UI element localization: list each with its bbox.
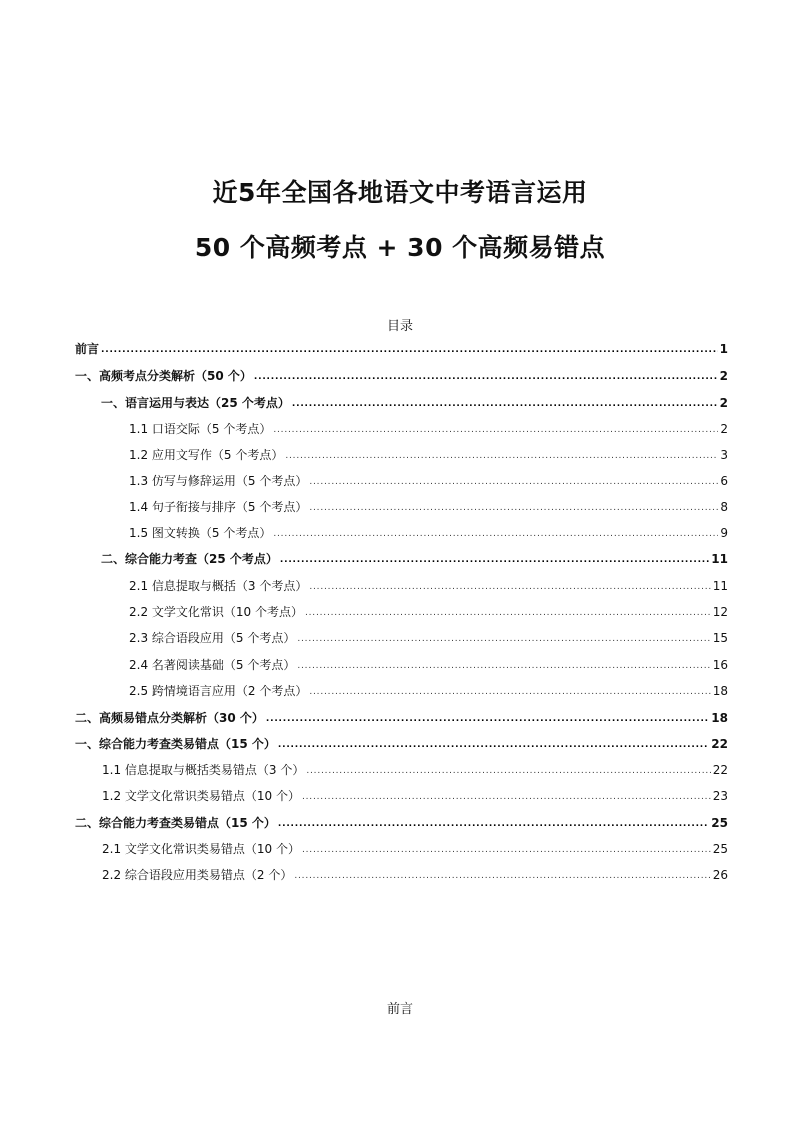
toc-dot-leader bbox=[280, 554, 709, 566]
toc-entry-label: 一、综合能力考查类易错点（15 个） bbox=[75, 737, 276, 751]
toc-entry-label: 一、高频考点分类解析（50 个） bbox=[75, 369, 252, 383]
toc-page-number: 16 bbox=[712, 658, 728, 672]
toc-entry-label: 前言 bbox=[75, 342, 100, 356]
toc-entry[interactable] bbox=[75, 494, 728, 514]
toc-page-number: 9 bbox=[720, 526, 728, 540]
toc-dot-leader bbox=[306, 765, 710, 777]
toc-entry-label: 1.2 文学文化常识类易错点（10 个） bbox=[102, 789, 300, 803]
toc-page-number: 23 bbox=[712, 789, 728, 803]
toc-dot-leader bbox=[294, 870, 710, 882]
toc-entry-label: 2.2 综合语段应用类易错点（2 个） bbox=[102, 868, 293, 882]
toc-entry-label: 2.2 文学文化常识（10 个考点） bbox=[129, 605, 303, 619]
toc-entry[interactable] bbox=[75, 810, 728, 830]
toc-entry-label: 1.2 应用文写作（5 个考点） bbox=[129, 448, 284, 462]
document-title-line-1: 近5年全国各地语文中考语言运用 bbox=[212, 178, 588, 207]
toc-dot-leader bbox=[305, 607, 711, 619]
toc-dot-leader bbox=[302, 791, 711, 803]
toc-dot-leader bbox=[254, 371, 718, 383]
toc-entry-label: 二、综合能力考查（25 个考点） bbox=[101, 552, 278, 566]
toc-entry[interactable] bbox=[75, 546, 728, 566]
toc-entry[interactable] bbox=[75, 520, 728, 540]
toc-entry[interactable] bbox=[75, 836, 728, 856]
toc-heading: 目录 bbox=[386, 319, 413, 334]
toc-page-number: 8 bbox=[720, 500, 728, 514]
toc-entry[interactable] bbox=[75, 678, 728, 698]
toc-entry-label: 二、高频易错点分类解析（30 个） bbox=[75, 711, 264, 725]
toc-page-number: 2 bbox=[720, 422, 728, 436]
toc-entry[interactable] bbox=[75, 652, 728, 672]
toc-entry[interactable] bbox=[75, 783, 728, 803]
toc-entry[interactable] bbox=[75, 705, 728, 725]
toc-entry-label: 1.1 口语交际（5 个考点） bbox=[129, 422, 272, 436]
toc-entry-label: 2.1 信息提取与概括（3 个考点） bbox=[129, 579, 308, 593]
toc-entry[interactable] bbox=[75, 625, 728, 645]
toc-dot-leader bbox=[309, 476, 718, 488]
toc-page-number: 6 bbox=[720, 474, 728, 488]
toc-page-number: 25 bbox=[712, 842, 728, 856]
toc-entry[interactable] bbox=[75, 336, 728, 356]
toc-entry[interactable] bbox=[75, 363, 728, 383]
toc-page-number: 26 bbox=[712, 868, 728, 882]
toc-dot-leader bbox=[273, 424, 718, 436]
toc-dot-leader bbox=[285, 450, 718, 462]
toc-dot-leader bbox=[266, 713, 709, 725]
toc-entry-label: 1.5 图文转换（5 个考点） bbox=[129, 526, 272, 540]
toc-entry-label: 2.1 文学文化常识类易错点（10 个） bbox=[102, 842, 300, 856]
toc-entry-label: 二、综合能力考查类易错点（15 个） bbox=[75, 816, 276, 830]
document-title-line-2: 50 个高频考点 + 30 个高频易错点 bbox=[194, 233, 606, 262]
toc-dot-leader bbox=[278, 818, 709, 830]
toc-dot-leader bbox=[297, 633, 710, 645]
toc-entry-label: 1.1 信息提取与概括类易错点（3 个） bbox=[102, 763, 305, 777]
toc-page-number: 18 bbox=[712, 684, 728, 698]
toc-dot-leader bbox=[278, 739, 709, 751]
toc-entry[interactable] bbox=[75, 468, 728, 488]
toc-dot-leader bbox=[302, 844, 711, 856]
toc-entry[interactable] bbox=[75, 442, 728, 462]
toc-page-number: 11 bbox=[712, 579, 728, 593]
toc-page-number: 15 bbox=[712, 631, 728, 645]
toc-entry[interactable] bbox=[75, 599, 728, 619]
toc-entry-label: 2.5 跨情境语言应用（2 个考点） bbox=[129, 684, 308, 698]
toc-entry-label: 1.3 仿写与修辞运用（5 个考点） bbox=[129, 474, 308, 488]
toc-entry[interactable] bbox=[75, 731, 728, 751]
toc-entry[interactable] bbox=[75, 390, 728, 410]
toc-page-number: 3 bbox=[720, 448, 728, 462]
toc-page-number: 12 bbox=[712, 605, 728, 619]
toc-page-number: 22 bbox=[712, 763, 728, 777]
toc-dot-leader bbox=[309, 502, 718, 514]
toc-page-number: 22 bbox=[711, 737, 728, 751]
toc-entry[interactable] bbox=[75, 416, 728, 436]
toc-page-number: 11 bbox=[711, 552, 728, 566]
toc-dot-leader bbox=[309, 686, 710, 698]
toc-dot-leader bbox=[273, 528, 718, 540]
toc-entry[interactable] bbox=[75, 573, 728, 593]
toc-dot-leader bbox=[292, 398, 718, 410]
toc-entry[interactable] bbox=[75, 757, 728, 777]
preface-heading: 前言 bbox=[386, 1002, 413, 1017]
toc-entry-label: 2.4 名著阅读基础（5 个考点） bbox=[129, 658, 296, 672]
toc-entry-label: 一、语言运用与表达（25 个考点） bbox=[101, 396, 290, 410]
toc-dot-leader bbox=[101, 344, 718, 356]
toc-entry-label: 2.3 综合语段应用（5 个考点） bbox=[129, 631, 296, 645]
toc-page-number: 1 bbox=[719, 342, 728, 356]
toc-page-number: 25 bbox=[711, 816, 728, 830]
toc-entry[interactable] bbox=[75, 862, 728, 882]
toc-page-number: 18 bbox=[711, 711, 728, 725]
toc-dot-leader bbox=[297, 660, 710, 672]
toc-page-number: 2 bbox=[719, 369, 728, 383]
toc-dot-leader bbox=[309, 581, 710, 593]
toc-page-number: 2 bbox=[719, 396, 728, 410]
toc-entry-label: 1.4 句子衔接与排序（5 个考点） bbox=[129, 500, 308, 514]
